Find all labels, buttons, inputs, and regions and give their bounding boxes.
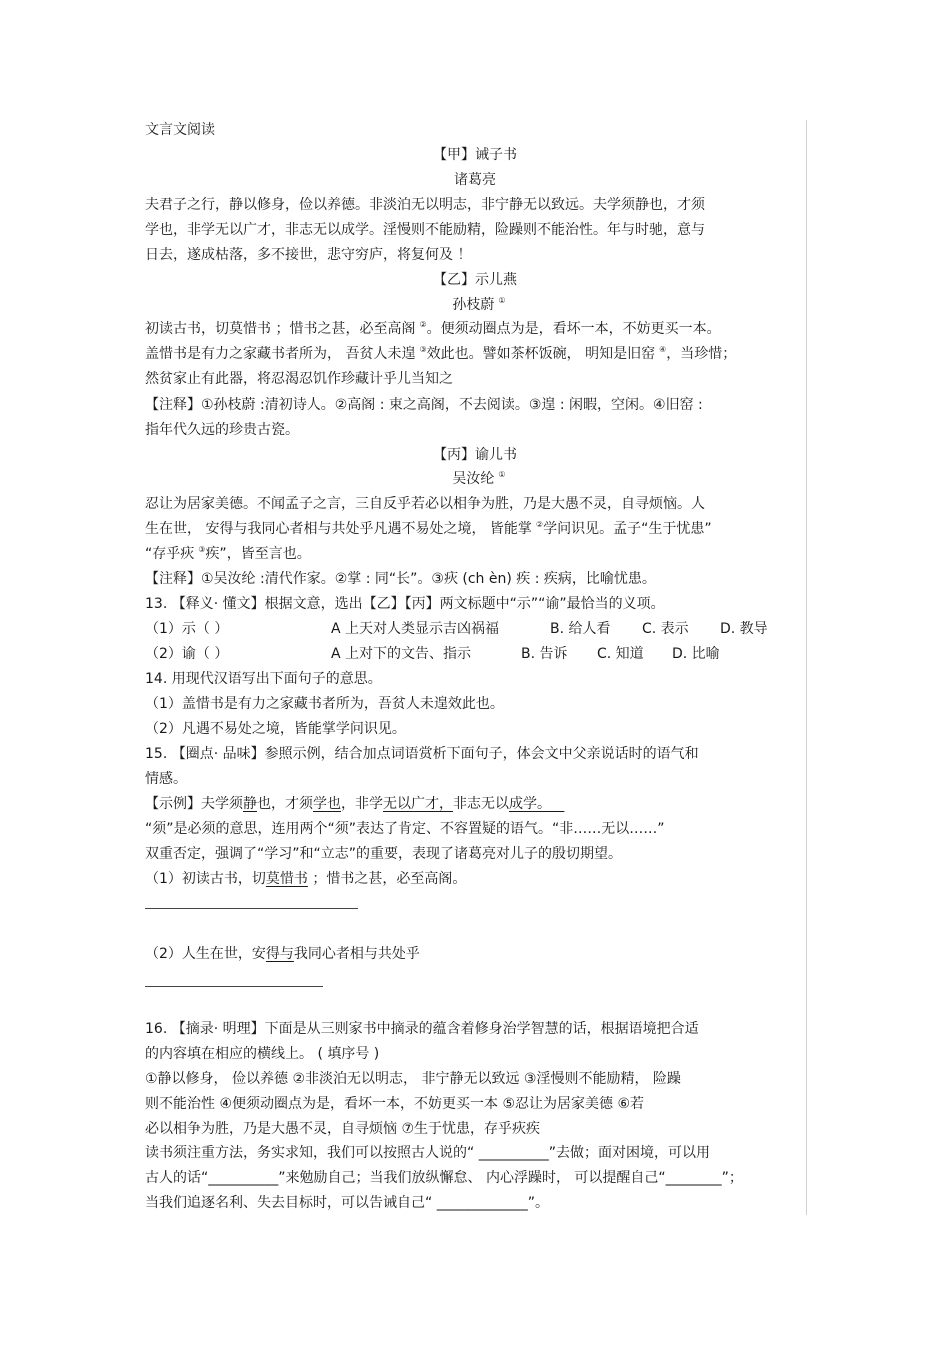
yi-note-1: 【注释】①孙枝蔚 :清初诗人。②高阁 : 束之高阁，不去阅读。③遑 : 闲暇，空闲。④旧窑 : xyxy=(145,397,703,413)
q15-example-tail xyxy=(551,796,564,812)
yi-footnote-mark-3: ③ xyxy=(419,345,427,354)
bing-line-3-b: 疾”，皆至言也。 xyxy=(205,546,311,562)
q15-explanation-1: “须”是必须的意思，连用两个“须”表达了肯定、不容置疑的语气。“非……无以……” xyxy=(145,821,665,837)
q13-stem: 13. 【释义· 懂文】根据文意，选出【乙】【丙】两文标题中“示”“谕”最恰当的义项。 xyxy=(145,596,665,612)
q15-s2-a: （2）人生在世，安 xyxy=(145,946,266,962)
q13-p2-label: （2）谕（ ） xyxy=(145,646,229,662)
bing-author xyxy=(0,470,950,488)
q15-example-h: 成学。 xyxy=(509,796,551,812)
q16-fill-2[interactable]: 古人的话“__________”来勉励自己；当我们放纵懈怠、 内心浮躁时， 可以提醒自己“________”； xyxy=(145,1170,743,1186)
q15-sentence-2 xyxy=(145,945,420,963)
q15-s1-c: ；惜书之甚，必至高阁。 xyxy=(307,871,467,887)
q13-p1-option-c[interactable]: C. 表示 xyxy=(642,621,689,637)
q13-p2-option-b[interactable]: B. 告诉 xyxy=(521,646,568,662)
q15-example-f: 无以广才， xyxy=(383,796,453,812)
q13-p1-label: （1）示（ ） xyxy=(145,621,229,637)
q16-stem-1: 16. 【摘录· 明理】下面是从三则家书中摘录的蕴含着修身治学智慧的话，根据语境把合适 xyxy=(145,1021,699,1037)
q15-explanation-2: 双重否定，强调了“学习”和“立志”的重要，表现了诸葛亮对儿子的殷切期望。 xyxy=(145,846,623,862)
q15-answer-line-1[interactable] xyxy=(145,908,358,909)
q15-s2-c: 我同心者相与共处乎 xyxy=(293,946,420,962)
bing-line-3 xyxy=(145,545,311,563)
q15-sentence-1 xyxy=(145,870,466,888)
yi-author-name: 孙枝蔚 xyxy=(452,297,495,313)
q15-example-d: 学也 xyxy=(313,796,341,812)
jia-line-2: 学也，非学无以广才，非志无以成学。淫慢则不能励精，险躁则不能治性。年与时驰，意与 xyxy=(145,222,705,238)
yi-title: 【乙】示儿燕 xyxy=(433,272,517,288)
q15-example-e: ，非学 xyxy=(341,796,383,812)
yi-footnote-mark-2: ② xyxy=(419,320,427,329)
q15-example-c: 也，才须 xyxy=(257,796,313,812)
section-heading: 文言文阅读 xyxy=(145,122,215,138)
q13-p1-option-b[interactable]: B. 给人看 xyxy=(550,621,611,637)
jia-author: 诸葛亮 xyxy=(454,172,496,188)
yi-author xyxy=(0,296,950,314)
q15-stem-2: 情感。 xyxy=(145,771,187,787)
q15-example-label: 【示例】 xyxy=(145,796,201,812)
q13-p2-option-c[interactable]: C. 知道 xyxy=(597,646,644,662)
bing-footnote-mark-2: ② xyxy=(535,520,544,529)
q15-example-b: 静 xyxy=(243,796,257,812)
q15-s2-underlined: 得与 xyxy=(265,946,294,962)
q13-part-1 xyxy=(145,620,785,638)
q16-options-1: ①静以修身， 俭以养德 ②非淡泊无以明志， 非宁静无以致远 ③淫慢则不能励精， 险躁 xyxy=(145,1071,681,1087)
q15-stem-1: 15. 【圈点· 品味】参照示例，结合加点词语赏析下面句子，体会文中父亲说话时的语气和 xyxy=(145,746,699,762)
yi-line-2-a: 盖惜书是有力之家藏书者所为， 吾贫人未遑 xyxy=(145,346,416,362)
bing-line-2-b: 学问识见。孟子“生于忧患” xyxy=(543,521,712,537)
q15-example-a: 夫学须 xyxy=(201,796,243,812)
bing-line-2-a: 生在世， 安得与我同心者相与共处乎凡遇不易处之境， 皆能掌 xyxy=(145,521,532,537)
q15-example-g: 非志无以 xyxy=(453,796,509,812)
yi-line-2 xyxy=(145,345,736,363)
jia-title: 【甲】诫子书 xyxy=(433,147,517,163)
q16-stem-2: 的内容填在相应的横线上。 ( 填序号 ) xyxy=(145,1046,380,1062)
bing-title: 【丙】谕儿书 xyxy=(433,447,517,463)
q14-sentence-1: （1）盖惜书是有力之家藏书者所为，吾贫人未遑效此也。 xyxy=(145,696,504,712)
q13-part-2 xyxy=(145,645,785,663)
bing-line-1: 忍让为居家美德。不闻孟子之言，三自反乎若必以相争为胜，乃是大愚不灵，自寻烦恼。人 xyxy=(145,496,705,512)
jia-line-1: 夫君子之行，静以修身，俭以养德。非淡泊无以明志，非宁静无以致远。夫学须静也，才须 xyxy=(145,197,705,213)
yi-note-2: 指年代久远的珍贵古瓷。 xyxy=(145,422,299,438)
bing-line-3-a: “存乎疢 xyxy=(145,546,195,562)
bing-footnote-mark-3: ③ xyxy=(198,545,206,554)
q13-p1-option-a[interactable]: A 上天对人类显示吉凶祸福 xyxy=(331,621,500,637)
q13-p2-option-a[interactable]: A 上对下的文告、指示 xyxy=(331,646,472,662)
yi-footnote-mark-4: ④ xyxy=(659,345,667,354)
jia-line-3: 日去，遂成枯落，多不接世，悲守穷庐，将复何及 ！ xyxy=(145,247,472,263)
bing-author-name: 吴汝纶 xyxy=(452,471,495,487)
bing-author-footnote-mark: ① xyxy=(498,470,506,479)
yi-author-footnote-mark: ① xyxy=(498,296,506,305)
q15-example xyxy=(145,795,564,813)
yi-line-1 xyxy=(145,320,721,338)
q16-fill-1[interactable]: 读书须注重方法，务实求知，我们可以按照古人说的“ __________”去做；面对困境，可以用 xyxy=(145,1145,710,1161)
q16-options-2: 则不能治性 ④便须动圈点为是，看坏一本，不妨更买一本 ⑤忍让为居家美德 ⑥若 xyxy=(145,1096,645,1112)
q16-options-3: 必以相争为胜，乃是大愚不灵，自寻烦恼 ⑦生于忧患，存乎疢疾 xyxy=(145,1121,540,1137)
yi-line-1-a: 初读古书，切莫惜书 ；惜书之甚，必至高阁 xyxy=(145,321,416,337)
bing-note: 【注释】①吴汝纶 :清代作家。②掌 : 同“长”。③疢 (ch èn) 疾 : 疾病，比喻忧患。 xyxy=(145,571,656,587)
q14-sentence-2: （2）凡遇不易处之境，皆能掌学问识见。 xyxy=(145,721,406,737)
q13-p2-option-d[interactable]: D. 比喻 xyxy=(672,646,720,662)
yi-line-3: 然贫家止有此器，将忍渴忍饥作珍藏计乎儿当知之 xyxy=(145,371,453,387)
yi-line-2-b: 效此也。譬如茶杯饭碗， 明知是旧窑 xyxy=(426,346,656,362)
q15-answer-line-2[interactable] xyxy=(145,986,323,987)
q15-s1-a: （1）初读古书，切 xyxy=(145,871,266,887)
yi-line-1-b: 。便须动圈点为是，看坏一本，不妨更买一本。 xyxy=(426,321,721,337)
q13-p1-option-d[interactable]: D. 教导 xyxy=(720,621,768,637)
bing-line-2 xyxy=(145,520,712,538)
q14-stem: 14. 用现代汉语写出下面句子的意思。 xyxy=(145,671,382,687)
yi-line-2-c: ，当珍惜； xyxy=(666,346,737,362)
q16-fill-3[interactable]: 当我们追逐名利、失去目标时，可以告诫自己“ _____________”。 xyxy=(145,1195,549,1211)
q15-s1-underlined: 莫惜书 xyxy=(265,871,308,887)
